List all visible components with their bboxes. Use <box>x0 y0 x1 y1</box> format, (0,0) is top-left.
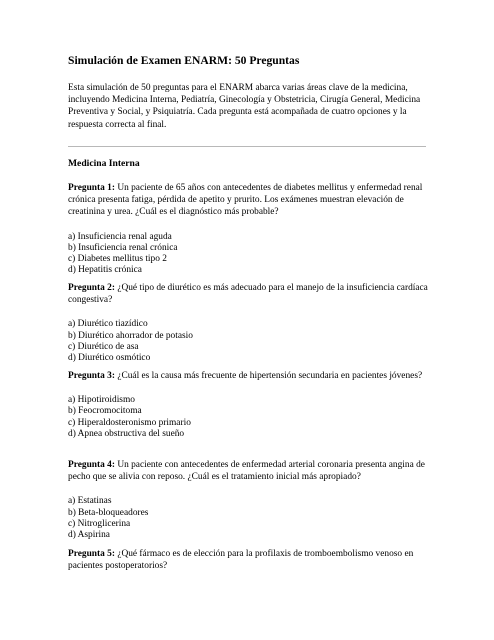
section-divider <box>68 146 426 147</box>
question-text: ¿Qué fármaco es de elección para la profilaxis de tromboembolismo venoso en pacientes postoperatorios? <box>68 549 414 572</box>
section-heading: Medicina Interna <box>68 158 140 169</box>
question-1 <box>68 182 430 276</box>
option-a: a) Diurético tiazídico <box>68 319 148 330</box>
answer-options <box>68 232 430 277</box>
option-a: a) Estatinas <box>68 496 112 507</box>
question-stem <box>68 548 430 572</box>
option-c: c) Hiperaldosteronismo primario <box>68 417 191 428</box>
question-label: Pregunta 1: <box>68 183 115 193</box>
option-b: b) Diurético ahorrador de potasio <box>68 330 193 341</box>
option-b: b) Beta-bloqueadores <box>68 507 149 518</box>
option-c: c) Diurético de asa <box>68 341 139 352</box>
option-b: b) Insuficiencia renal crónica <box>68 242 178 253</box>
question-label: Pregunta 4: <box>68 460 115 470</box>
question-text: Un paciente de 65 años con antecedentes de diabetes mellitus y enfermedad renal crónica presenta fatiga, pérdida de apetito y prurito. Los exámenes muestran elevación de creatinina y urea. ¿Cuál es el diagnóstico más probable? <box>68 183 423 218</box>
question-text: ¿Qué tipo de diurético es más adecuado para el manejo de la insuficiencia cardíaca congestiva? <box>68 283 428 306</box>
answer-options <box>68 496 430 541</box>
option-d: d) Diurético osmótico <box>68 353 151 364</box>
document-title: Simulación de Examen ENARM: 50 Preguntas <box>68 54 300 67</box>
option-a: a) Insuficiencia renal aguda <box>68 231 172 242</box>
question-text: ¿Cuál es la causa más frecuente de hipertensión secundaria en pacientes jóvenes? <box>117 371 423 381</box>
question-stem <box>68 459 430 483</box>
question-2 <box>68 282 430 364</box>
question-label: Pregunta 3: <box>68 371 115 381</box>
question-label: Pregunta 2: <box>68 283 115 293</box>
question-stem <box>68 370 430 382</box>
answer-options <box>68 319 430 364</box>
option-c: c) Nitroglicerina <box>68 518 131 529</box>
question-text: Un paciente con antecedentes de enfermedad arterial coronaria presenta angina de pecho que se alivia con reposo. ¿Cuál es el tratamiento inicial más apropiado? <box>68 460 425 483</box>
question-3 <box>68 370 430 440</box>
option-a: a) Hipotiroidismo <box>68 395 135 406</box>
answer-options <box>68 395 430 440</box>
option-d: d) Apnea obstructiva del sueño <box>68 428 185 439</box>
question-label: Pregunta 5: <box>68 549 115 559</box>
option-c: c) Diabetes mellitus tipo 2 <box>68 254 167 265</box>
option-d: d) Hepatitis crónica <box>68 265 142 276</box>
question-stem <box>68 282 430 306</box>
question-stem <box>68 182 430 219</box>
intro-paragraph: Esta simulación de 50 preguntas para el ENARM abarca varias áreas clave de la medicina, incluyendo Medicina Interna, Pediatría, Ginecología y Obstetricia, Cirugía General, Medicina Preventiva y Social, y Psiquiatría. Cada pregunta está acompañada de cuatro opciones y la respuesta correcta al final. <box>68 83 421 130</box>
question-5 <box>68 548 430 572</box>
option-b: b) Feocromocitoma <box>68 406 142 417</box>
question-4 <box>68 459 430 541</box>
option-d: d) Aspirina <box>68 530 110 541</box>
